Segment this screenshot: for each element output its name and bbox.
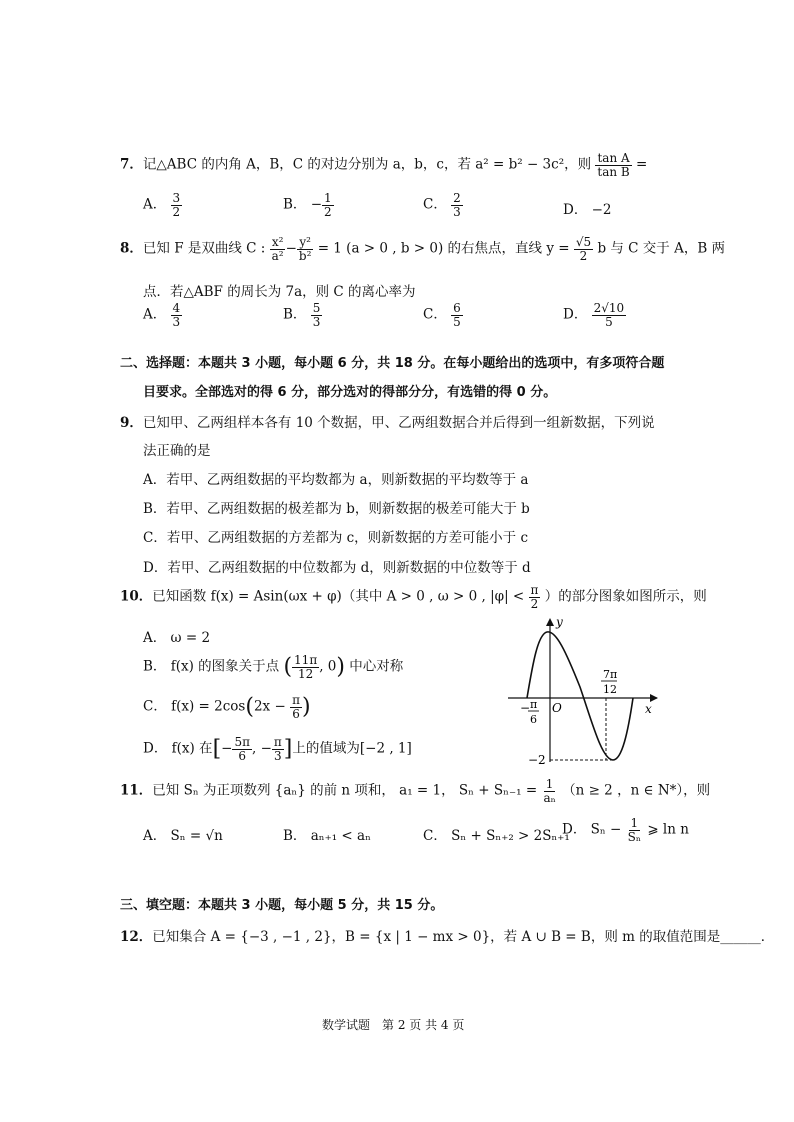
q8-option-d-den: 5 [605,314,613,329]
q12 [120,925,774,945]
q10-option-d-den1: 6 [238,748,247,763]
q10-option-d-num1: 5π [234,735,250,749]
q7-option-b-sign: − [310,196,323,213]
q7-stem [120,152,647,178]
q7-option-d-label: D． [563,202,588,218]
right-tick-num: 7π [603,668,618,681]
q9-line1 [120,411,655,431]
y-axis-label: y [556,615,563,629]
q7-option-a-num: 3 [172,191,181,205]
q8-option-d-label: D． [563,306,588,323]
q10-option-b-lparen: ( [283,654,293,680]
q12-text: 已知集合 A = {−3 , −1 , 2}，B = {x | 1 − mx > 0}，若 A ∪ B = B，则 m 的取值范围是______． [152,929,775,945]
q10-option-d: D． f(x) 在[− $\frac{5\pi}{6}$ , − $\frac{\pi}{3}$ ]上的值域为[−2 , 1] [143,735,412,763]
q11-frac-den: aₙ [543,790,556,805]
origin-label: O [552,701,562,715]
q8-option-c-num: 6 [453,301,461,315]
x-axis-label: x [645,702,652,716]
q8-option-a [143,302,182,328]
q7-fraction [595,152,631,178]
y-axis-arrow [546,618,554,626]
q10-option-d-num2: π [273,735,282,749]
q10-option-c-text-a: C． f(x) = 2cos [143,698,246,715]
q8-option-d-num: 2√10 [593,301,625,315]
q10-option-c-text-b: 2x − [253,698,286,715]
q8-frac-x [270,236,286,262]
q8-frac-y [297,236,314,262]
q10-option-b-frac [292,654,319,680]
q10-option-d-den2: 3 [274,748,282,763]
q10-stem-frac-den: 2 [530,596,539,611]
q10-option-b-num: 11π [294,653,318,667]
q10-option-c-lparen: ( [245,694,254,720]
q7-frac-den: tan B [597,164,630,179]
q10-option-d-range: [−2 , 1] [359,740,412,757]
q8-line2: 点．若△ABF 的周长为 7a，则 C 的离心率为 [143,284,416,300]
q10-option-c-num: π [292,693,300,707]
q8-option-a-label: A． [143,306,167,323]
q11-option-d-den: Sₙ [627,829,642,844]
q9-line2: 法正确的是 [143,443,211,459]
q9-option-c: C．若甲、乙两组数据的方差都为 c，则新数据的方差可能小于 c [143,530,529,546]
q7-option-c-label: C． [423,196,447,213]
q7-option-b [283,192,334,218]
q10-option-b [143,654,403,680]
q10-text-a: 已知函数 f(x) = Asin(ωx + φ)（其中 A > 0 , ω > 0 , |φ| < [152,588,525,605]
q8-option-a-frac [171,302,183,328]
q8-text-a: 已知 F 是双曲线 C : [142,240,266,257]
q11-option-d-text-a: D． Sₙ − [562,821,622,838]
q10-option-c [143,694,311,720]
q8-option-b-num: 5 [312,301,321,315]
q8-option-a-den: 3 [172,314,181,329]
q7-option-d-text: −2 [591,202,612,218]
q8-frac-y-num: y² [299,235,311,249]
q11-option-d-frac [626,817,643,843]
q10-option-d-text-a: D． f(x) 在 [143,740,213,757]
q10-sine-graph [500,612,670,772]
left-tick-num: π [530,698,538,711]
q11-option-d-num: 1 [630,816,639,830]
q7-option-b-label: B． [283,196,307,213]
q8-frac-y-den: b² [298,248,312,263]
section3-heading: 三、填空题：本题共 3 小题，每小题 5 分，共 15 分。 [120,898,444,913]
left-tick-den: 6 [530,713,537,726]
q8-option-c-label: C． [423,306,447,323]
q10-option-d-frac2 [272,736,284,762]
q10-option-b-zero: , 0 [319,658,337,675]
q7-option-a-den: 2 [172,204,181,219]
q8-frac-line-num: √5 [575,235,592,249]
left-tick-sign: − [520,701,531,715]
q8-option-b-den: 3 [312,314,321,329]
q10-option-b-den: 12 [297,666,314,681]
q10-option-a: A． ω = 2 [143,630,211,646]
q7-option-a [143,192,182,218]
q7-option-b-num: 1 [324,191,332,205]
x-axis-arrow [650,694,658,702]
q8-frac-x-num: x² [271,235,284,249]
sine-curve [527,632,633,760]
q7-option-b-den: 2 [324,204,332,219]
q8-number: 8． [120,240,143,257]
page-footer: 数学试题 第 2 页 共 4 页 [322,1018,465,1032]
q10-option-b-text-a: B． f(x) 的图象关于点 [143,658,280,675]
q10-option-c-frac [290,694,302,720]
q11-text: 已知 Sₙ 为正项数列 {aₙ} 的前 n 项和， a₁ = 1， Sₙ + Sₙ₋₁ = [152,782,538,799]
q11-stem [120,778,710,804]
q7-option-c-frac [451,192,463,218]
q8-frac-x-den: a² [271,248,284,263]
q10-option-d-frac1 [232,736,252,762]
q11-option-c: C． Sₙ + Sₙ₊₂ > 2Sₙ₊₁ [423,828,570,844]
q9-option-d: D．若甲、乙两组数据的中位数都为 d，则新数据的中位数等于 d [143,560,531,576]
q8-option-c-den: 5 [453,314,461,329]
q10-option-d-lbracket: [ [212,736,222,762]
q10-number: 10． [120,588,153,605]
q10-text-b: ）的部分图象如图所示，则 [544,588,707,605]
q9-option-a: A．若甲、乙两组数据的平均数都为 a，则新数据的平均数等于 a [143,472,529,488]
right-tick-den: 12 [603,683,617,696]
q10-stem-frac [529,584,541,610]
q8-text-b: = 1 (a > 0 , b > 0) 的右焦点，直线 y = [317,240,570,257]
q7-number: 7． [120,156,143,173]
q8-option-b [283,302,322,328]
q10-option-d-text-b: 上的值域为 [292,740,360,757]
q11-option-d-text-b: ⩾ ln n [647,821,689,838]
q10-stem [120,584,707,610]
q7-frac-num: tan A [597,151,630,165]
q7-option-a-label: A． [143,196,167,213]
q7-option-a-frac [171,192,183,218]
q10-option-c-rparen: ) [301,694,311,720]
q8-minus: − [285,240,297,257]
q7-tail: = [636,156,648,173]
q10-option-b-text-c: 中心对称 [349,658,404,675]
q8-option-d [563,302,626,328]
q7-option-c [423,192,463,218]
q10-option-d-rbracket: ] [283,736,293,762]
q7-option-c-den: 3 [453,204,461,219]
q11-option-b: B． aₙ₊₁ < aₙ [283,828,371,844]
q8-option-a-num: 4 [172,301,181,315]
q8-option-d-frac [592,302,627,328]
q11-number: 11． [120,782,153,799]
q9-option-b: B．若甲、乙两组数据的极差都为 b，则新数据的极差可能大于 b [143,501,530,517]
q9-number: 9． [120,415,143,431]
q7-option-b-frac [322,192,334,218]
q8-frac-line-den: 2 [579,248,588,263]
q7-text: 记△ABC 的内角 A，B，C 的对边分别为 a，b，c，若 a² = b² − 3c²，则 [142,156,592,173]
q11-frac-num: 1 [545,777,554,791]
q8-option-c-frac [451,302,463,328]
q12-number: 12． [120,929,153,945]
q11-frac [541,778,557,804]
q11-option-d [562,817,689,843]
q8-option-b-label: B． [283,306,307,323]
q8-line1 [120,236,725,262]
q10-option-b-rparen: ) [336,654,345,680]
q8-option-b-frac [311,302,323,328]
q10-stem-frac-num: π [530,583,539,597]
q8-text-c: b 与 C 交于 A，B 两 [597,240,726,257]
q7-option-c-num: 2 [453,191,461,205]
q11-tail: （n ≥ 2 ，n ∈ N*），则 [562,782,711,799]
q8-frac-line [574,236,593,262]
section2-line1: 二、选择题：本题共 3 小题，每小题 6 分，共 18 分。在每小题给出的选项中，有多项符合题 [120,356,665,371]
q7-option-d [563,198,612,218]
q9-text: 已知甲、乙两组样本各有 10 个数据，甲、乙两组数据合并后得到一组新数据，下列说 [142,415,655,431]
q8-option-c [423,302,463,328]
q11-option-a: A． Sₙ = √n [143,828,223,844]
q10-option-c-den: 6 [292,706,300,721]
section2-line2: 目要求。全部选对的得 6 分，部分选对的得部分分，有选错的得 0 分。 [143,385,557,400]
min-value-label: −2 [528,753,546,767]
